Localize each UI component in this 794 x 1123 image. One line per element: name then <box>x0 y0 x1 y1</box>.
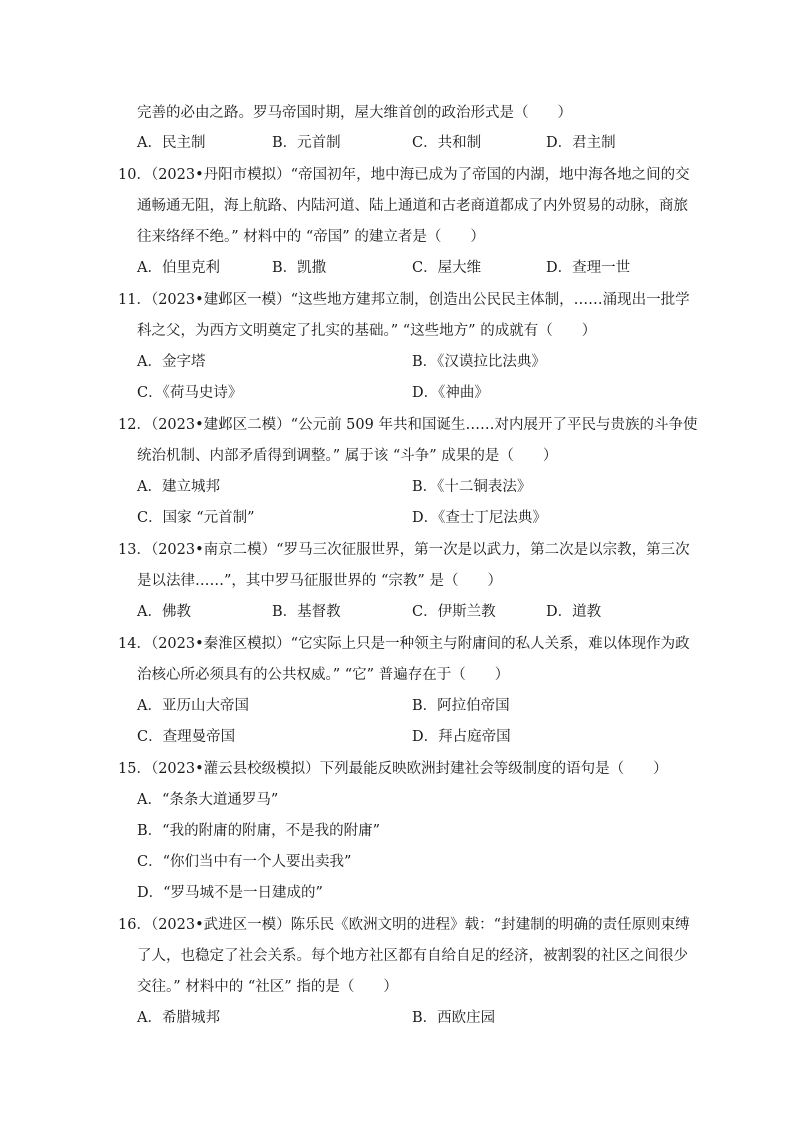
question-15-option-c: C．“你们当中有一个人要出卖我” <box>137 854 352 870</box>
question-12-option-a: A．建立城邦 <box>137 479 220 495</box>
question-14-text-line-1: 14．（2023•秦淮区模拟）“它实际上只是一种领主与附庸间的私人关系，难以体现作为政 <box>118 636 690 652</box>
question-14-option-c: C．查理曼帝国 <box>137 729 236 745</box>
question-16-option-b: B．西欧庄园 <box>412 1010 496 1026</box>
question-10-option-c: C．屋大维 <box>412 260 482 276</box>
question-15-text-line-1: 15．（2023•灌云县校级模拟）下列最能反映欧洲封建社会等级制度的语句是（ ） <box>118 761 668 777</box>
question-14-option-d: D．拜占庭帝国 <box>412 729 511 745</box>
question-10-text-line-3: 往来络绎不绝。” 材料中的 “帝国” 的建立者是（ ） <box>137 229 485 245</box>
question-14-text-line-2: 治核心所必须具有的公共权威。” “它” 普遍存在于（ ） <box>137 667 510 683</box>
question-14-option-a: A．亚历山大帝国 <box>137 698 249 714</box>
question-11-option-a: A．金字塔 <box>137 354 206 370</box>
question-16-text-line-3: 交往。” 材料中的 “社区” 指的是（ ） <box>137 979 398 995</box>
question-10-option-b: B．凯撒 <box>272 260 327 276</box>
question-11-text-line-1: 11．（2023•建邺区一模）“这些地方建邦立制，创造出公民民主体制，……涌现出一批学 <box>118 292 690 308</box>
question-16-option-a: A．希腊城邦 <box>137 1010 220 1026</box>
question-9-text-line-1: 完善的必由之路。罗马帝国时期，屋大维首创的政治形式是（ ） <box>137 105 572 121</box>
question-12-text-line-1: 12．（2023•建邺区二模）“公元前 509 年共和国诞生……对内展开了平民与贵族的斗争使 <box>118 417 698 433</box>
question-10-text-line-1: 10．（2023•丹阳市模拟）“帝国初年，地中海已成为了帝国的内湖，地中海各地之间的交 <box>118 167 690 183</box>
question-13-option-d: D．道教 <box>546 604 602 620</box>
question-12-text-line-2: 统治机制、内部矛盾得到调整。” 属于该 “斗争” 成果的是（ ） <box>137 448 558 464</box>
question-15-option-a: A．“条条大道通罗马” <box>137 792 279 808</box>
question-13-text-line-2: 是以法律……”，其中罗马征服世界的 “宗教” 是（ ） <box>137 573 502 589</box>
question-10-text-line-2: 通畅通无阻，海上航路、内陆河道、陆上通道和古老商道都成了内外贸易的动脉，商旅 <box>137 198 688 214</box>
question-9-option-d: D．君主制 <box>546 135 616 151</box>
question-10-option-d: D．查理一世 <box>546 260 631 276</box>
question-9-option-a: A．民主制 <box>137 135 206 151</box>
question-15-option-b: B．“我的附庸的附庸，不是我的附庸” <box>137 823 380 839</box>
question-16-text-line-1: 16．（2023•武进区一模）陈乐民《欧洲文明的进程》载：“封建制的明确的责任原则束缚 <box>118 917 690 933</box>
question-13-option-c: C．伊斯兰教 <box>412 604 496 620</box>
question-12-option-b: B．《十二铜表法》 <box>412 479 532 495</box>
question-13-text-line-1: 13．（2023•南京二模）“罗马三次征服世界，第一次是以武力，第二次是以宗教，第三次 <box>118 542 690 558</box>
question-9-option-b: B．元首制 <box>272 135 341 151</box>
question-9-option-c: C．共和制 <box>412 135 482 151</box>
question-11-option-c: C．《荷马史诗》 <box>137 385 243 401</box>
question-13-option-a: A．佛教 <box>137 604 191 620</box>
question-11-option-b: B．《汉谟拉比法典》 <box>412 354 546 370</box>
question-12-option-c: C．国家 “元首制” <box>137 510 255 526</box>
question-16-text-line-2: 了人，也稳定了社会关系。每个地方社区都有自给自足的经济，被割裂的社区之间很少 <box>137 948 688 964</box>
question-11-text-line-2: 科之父，为西方文明奠定了扎实的基础。” “这些地方” 的成就有（ ） <box>137 323 597 339</box>
question-14-option-b: B．阿拉伯帝国 <box>412 698 510 714</box>
question-11-option-d: D．《神曲》 <box>412 385 489 401</box>
question-12-option-d: D．《查士丁尼法典》 <box>412 510 547 526</box>
question-13-option-b: B．基督教 <box>272 604 341 620</box>
question-10-option-a: A．伯里克利 <box>137 260 220 276</box>
question-15-option-d: D．“罗马城不是一日建成的” <box>137 885 323 901</box>
